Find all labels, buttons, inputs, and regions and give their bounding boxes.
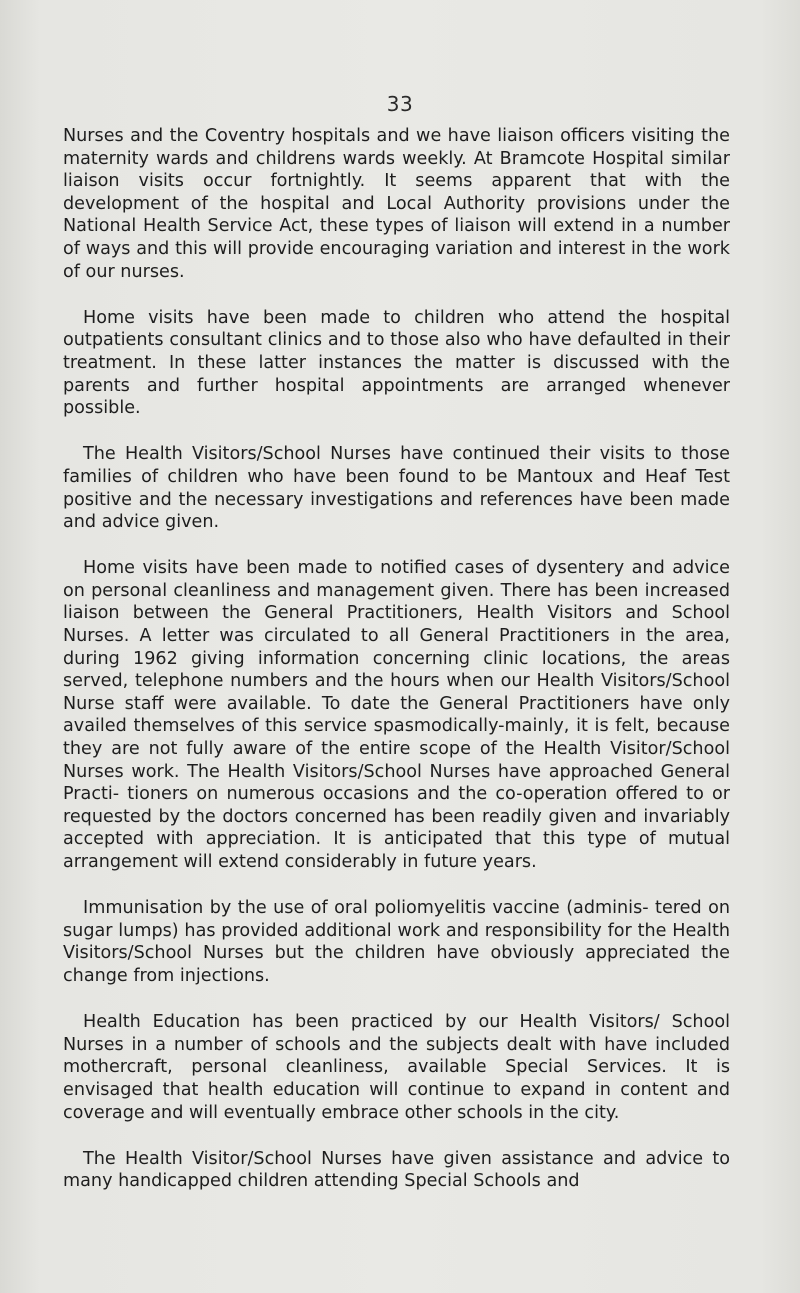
paragraph-health-education: Health Education has been practiced by our Health Visitors/ School Nurses in a number of schools and the subjects dealt with have included mothercraft, personal cleanliness, available Special Services. It is envisaged that health education will continue to expand in content and coverage and will eventually embrace other schools in the city. bbox=[63, 1012, 730, 1123]
paragraph-liaison-officers: Nurses and the Coventry hospitals and we have liaison officers visiting the maternity wards and childrens wards weekly. At Bramcote Hospital similar liaison visits occur fortnightly. It seems apparent that with the development of the hospital and Local Authority provisions under the National Health Service Act, these types of liaison will extend in a number of ways and this will provide encouraging variation and interest in the work of our nurses. bbox=[63, 126, 730, 282]
paragraph-handicapped-children: The Health Visitor/School Nurses have given assistance and advice to many handicapped children attending Special Schools and bbox=[63, 1148, 730, 1192]
paragraph-dysentery-general-practitioners: Home visits have been made to notified cases of dysentery and advice on personal cleanliness and management given. There has been increased liaison between the General Practitioners, Health Visitors and School Nurses. A letter was circulated to all General Practitioners in the area, during 1962 giving information concerning clinic locations, the areas served, telephone numbers and the hours when our Health Visitors/School Nurse staff were available. To date the General Practitioners have only availed themselves of this service spasmodically-mainly, it is felt, because they are not fully aware of the entire scope of the Health Visitor/School Nurses work. The Health Visitors/School Nurses have approached General Practi- tioners on numerous occasions and the co-operation offered to or requested by the doctors concerned has been readily given and invariably accepted with appreciation. It is anticipated that this type of mutual arrangement will extend considerably in future years. bbox=[63, 558, 730, 872]
page-number: 33 bbox=[386, 92, 414, 116]
paragraph-mantoux-heaf-test: The Health Visitors/School Nurses have continued their visits to those families of children who have been found to be Mantoux and Heaf Test positive and the necessary investigations and references have been made and advice given. bbox=[63, 444, 730, 533]
body-text bbox=[63, 125, 730, 1217]
paragraph-immunisation: Immunisation by the use of oral poliomyelitis vaccine (adminis- tered on sugar lumps) has provided additional work and responsibility for the Health Visitors/School Nurses but the children have obviously appreciated the change from injections. bbox=[63, 898, 730, 986]
paragraph-home-visits-outpatients: Home visits have been made to children who attend the hospital outpatients consultant clinics and to those also who have defaulted in their treatment. In these latter instances the matter is discussed with the parents and further hospital appointments are arranged whenever possible. bbox=[63, 307, 730, 419]
